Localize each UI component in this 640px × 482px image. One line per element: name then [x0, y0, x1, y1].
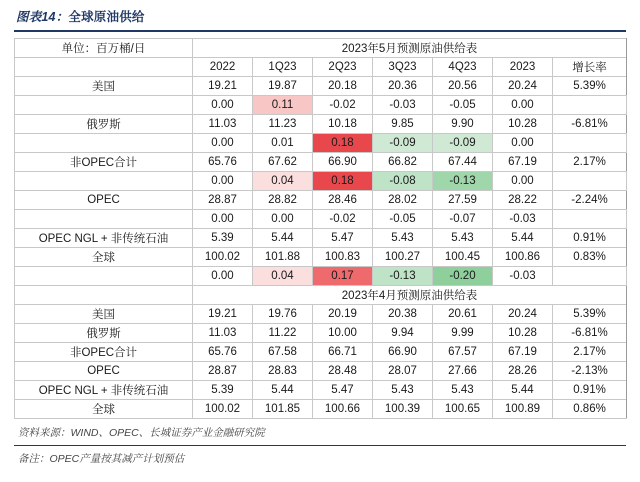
delta-cell: 0.00 [193, 133, 253, 152]
section2-title: 2023年4月预测原油供给表 [193, 285, 627, 304]
row-label: OPEC NGL + 非传统石油 [15, 380, 193, 399]
data-cell: 19.21 [193, 76, 253, 95]
data-cell: 5.44 [493, 380, 553, 399]
figure-label: 图表14： [16, 10, 69, 24]
delta-cell: -0.07 [433, 209, 493, 228]
delta-cell: 0.11 [253, 95, 313, 114]
column-header-5: 2023 [493, 57, 553, 76]
table-row [15, 247, 627, 266]
delta-cell: 0.00 [493, 95, 553, 114]
delta-cell: 0.00 [193, 266, 253, 285]
delta-cell [553, 133, 627, 152]
delta-cell: 0.04 [253, 266, 313, 285]
delta-cell: 0.00 [193, 209, 253, 228]
data-cell: 20.61 [433, 304, 493, 323]
data-cell: 27.59 [433, 190, 493, 209]
row-label-delta [15, 209, 193, 228]
data-cell: 100.02 [193, 399, 253, 418]
data-cell: 28.87 [193, 190, 253, 209]
delta-cell: 0.18 [313, 171, 373, 190]
row-label: 全球 [15, 247, 193, 266]
data-cell: 20.24 [493, 304, 553, 323]
data-cell: 66.82 [373, 152, 433, 171]
data-cell: 67.58 [253, 342, 313, 361]
data-cell: 5.43 [433, 228, 493, 247]
column-header-4: 4Q23 [433, 57, 493, 76]
data-cell: 10.18 [313, 114, 373, 133]
row-label: 全球 [15, 399, 193, 418]
data-cell: 5.44 [493, 228, 553, 247]
data-cell: 67.44 [433, 152, 493, 171]
data-cell: 28.26 [493, 361, 553, 380]
delta-cell: -0.02 [313, 95, 373, 114]
data-cell: 2.17% [553, 152, 627, 171]
oil-supply-table [14, 38, 627, 419]
corner-cell [15, 57, 193, 76]
row-label: OPEC [15, 190, 193, 209]
data-cell: 28.22 [493, 190, 553, 209]
data-cell: -2.24% [553, 190, 627, 209]
data-cell: 5.44 [253, 380, 313, 399]
data-cell: 9.94 [373, 323, 433, 342]
delta-cell: 0.17 [313, 266, 373, 285]
data-cell: 5.39 [193, 380, 253, 399]
table-row [15, 152, 627, 171]
column-header-6: 增长率 [553, 57, 627, 76]
data-cell: 100.02 [193, 247, 253, 266]
data-cell: 9.99 [433, 323, 493, 342]
data-cell: 101.85 [253, 399, 313, 418]
delta-cell: -0.05 [433, 95, 493, 114]
row-label: 俄罗斯 [15, 114, 193, 133]
data-cell: 28.07 [373, 361, 433, 380]
column-header-1: 1Q23 [253, 57, 313, 76]
delta-cell: 0.00 [253, 209, 313, 228]
column-header-0: 2022 [193, 57, 253, 76]
data-cell: 2.17% [553, 342, 627, 361]
delta-cell: 0.00 [193, 95, 253, 114]
data-cell: 11.03 [193, 323, 253, 342]
table-row-delta [15, 171, 627, 190]
delta-cell: 0.00 [493, 133, 553, 152]
data-cell: 5.39% [553, 304, 627, 323]
data-cell: 28.83 [253, 361, 313, 380]
delta-cell: -0.09 [433, 133, 493, 152]
data-cell: 5.47 [313, 228, 373, 247]
delta-cell: 0.00 [193, 171, 253, 190]
data-cell: 67.19 [493, 152, 553, 171]
table-row [15, 342, 627, 361]
data-cell: 5.39 [193, 228, 253, 247]
data-cell: 0.83% [553, 247, 627, 266]
data-cell: 28.02 [373, 190, 433, 209]
row-label: OPEC [15, 361, 193, 380]
table-row [15, 323, 627, 342]
table-row [15, 190, 627, 209]
row-label: 非OPEC合计 [15, 342, 193, 361]
row-label-delta [15, 171, 193, 190]
data-cell: 19.87 [253, 76, 313, 95]
delta-cell: 0.00 [493, 171, 553, 190]
table-row [15, 399, 627, 418]
delta-cell: -0.13 [433, 171, 493, 190]
delta-cell: -0.13 [373, 266, 433, 285]
data-cell: 66.71 [313, 342, 373, 361]
data-cell: 5.43 [433, 380, 493, 399]
title-divider [14, 30, 626, 32]
data-cell: 11.22 [253, 323, 313, 342]
delta-cell [553, 209, 627, 228]
data-cell: 20.38 [373, 304, 433, 323]
data-cell: 0.91% [553, 380, 627, 399]
delta-cell: -0.02 [313, 209, 373, 228]
data-cell: -2.13% [553, 361, 627, 380]
data-cell: 5.44 [253, 228, 313, 247]
data-cell: 100.86 [493, 247, 553, 266]
data-cell: 10.28 [493, 323, 553, 342]
data-cell: 100.89 [493, 399, 553, 418]
note-line: 备注：OPEC产量按其减产计划预估 [18, 452, 185, 465]
data-cell: 67.19 [493, 342, 553, 361]
row-label-delta [15, 95, 193, 114]
delta-cell [553, 266, 627, 285]
table-row [15, 76, 627, 95]
data-cell: 66.90 [373, 342, 433, 361]
table-row [15, 57, 627, 76]
delta-cell: 0.01 [253, 133, 313, 152]
delta-cell: -0.20 [433, 266, 493, 285]
delta-cell: -0.09 [373, 133, 433, 152]
data-cell: 5.47 [313, 380, 373, 399]
delta-cell [553, 95, 627, 114]
table-row-delta [15, 95, 627, 114]
row-label: 俄罗斯 [15, 323, 193, 342]
row-label-delta [15, 133, 193, 152]
data-cell: 20.19 [313, 304, 373, 323]
data-cell: 10.00 [313, 323, 373, 342]
data-cell: 9.85 [373, 114, 433, 133]
data-cell: 65.76 [193, 152, 253, 171]
delta-cell: -0.03 [373, 95, 433, 114]
data-cell: 100.65 [433, 399, 493, 418]
delta-cell: -0.03 [493, 266, 553, 285]
delta-cell: -0.08 [373, 171, 433, 190]
data-cell: 27.66 [433, 361, 493, 380]
data-cell: 66.90 [313, 152, 373, 171]
data-cell: 100.27 [373, 247, 433, 266]
data-cell: 19.21 [193, 304, 253, 323]
delta-cell [553, 171, 627, 190]
data-cell: 28.87 [193, 361, 253, 380]
data-cell: 5.39% [553, 76, 627, 95]
row-label: 美国 [15, 304, 193, 323]
data-cell: 100.45 [433, 247, 493, 266]
table-row-delta [15, 209, 627, 228]
data-cell: 101.88 [253, 247, 313, 266]
table-row [15, 285, 627, 304]
table-row-delta [15, 266, 627, 285]
data-cell: 20.36 [373, 76, 433, 95]
data-cell: -6.81% [553, 323, 627, 342]
data-cell: 11.03 [193, 114, 253, 133]
data-cell: 67.62 [253, 152, 313, 171]
figure-title [14, 0, 626, 30]
row-label-delta [15, 266, 193, 285]
data-cell: 19.76 [253, 304, 313, 323]
delta-cell: 0.18 [313, 133, 373, 152]
data-cell: 100.39 [373, 399, 433, 418]
delta-cell: -0.05 [373, 209, 433, 228]
data-cell: 67.57 [433, 342, 493, 361]
data-cell: 65.76 [193, 342, 253, 361]
row-label: 非OPEC合计 [15, 152, 193, 171]
unit-label: 单位：百万桶/日 [15, 38, 193, 57]
row-label: OPEC NGL + 非传统石油 [15, 228, 193, 247]
data-cell: 10.28 [493, 114, 553, 133]
table-row-delta [15, 133, 627, 152]
table-row [15, 228, 627, 247]
table-row [15, 304, 627, 323]
data-cell: 20.24 [493, 76, 553, 95]
figure-title-text: 全球原油供给 [68, 10, 145, 24]
data-cell: 5.43 [373, 380, 433, 399]
data-cell: 20.56 [433, 76, 493, 95]
delta-cell: -0.03 [493, 209, 553, 228]
delta-cell: 0.04 [253, 171, 313, 190]
data-cell: 9.90 [433, 114, 493, 133]
data-cell: 28.46 [313, 190, 373, 209]
table-row [15, 114, 627, 133]
source-line: 资料来源：WIND、OPEC、长城证券产业金融研究院 [18, 426, 265, 439]
data-cell: 0.86% [553, 399, 627, 418]
section1-title: 2023年5月预测原油供给表 [193, 38, 627, 57]
data-cell: 5.43 [373, 228, 433, 247]
column-header-2: 2Q23 [313, 57, 373, 76]
row-label: 美国 [15, 76, 193, 95]
data-cell: 100.66 [313, 399, 373, 418]
data-cell: 0.91% [553, 228, 627, 247]
data-cell: 100.83 [313, 247, 373, 266]
table-row [15, 361, 627, 380]
corner-cell-2 [15, 285, 193, 304]
data-cell: 28.48 [313, 361, 373, 380]
data-cell: 28.82 [253, 190, 313, 209]
data-cell: -6.81% [553, 114, 627, 133]
data-cell: 20.18 [313, 76, 373, 95]
column-header-3: 3Q23 [373, 57, 433, 76]
table-row [15, 380, 627, 399]
data-cell: 11.23 [253, 114, 313, 133]
table-row [15, 38, 627, 57]
